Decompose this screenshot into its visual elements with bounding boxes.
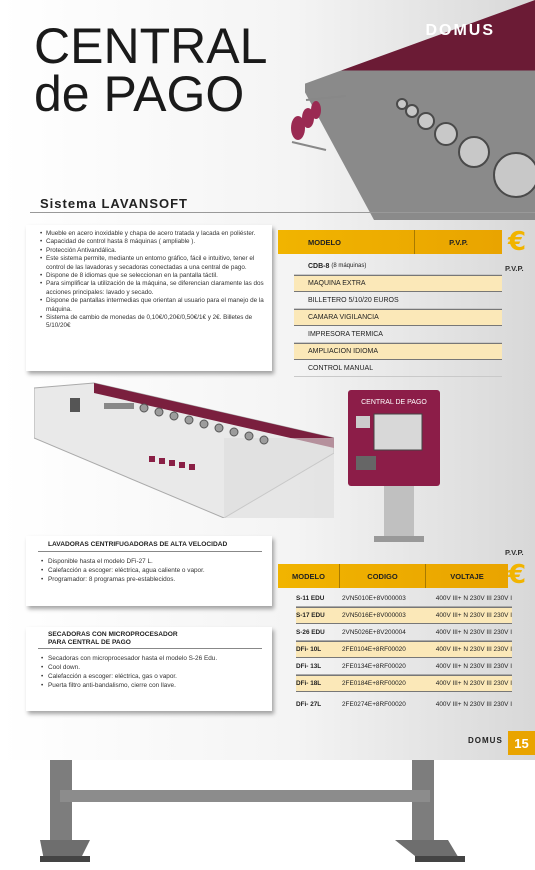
row-model: MAQUINA EXTRA [308,280,366,287]
cell-code: 2VN5016E+8V000003 [342,612,406,619]
table-row [294,343,502,360]
table-row [294,275,502,292]
cell-voltage: 400V III+ N 230V III 230V I [435,628,512,636]
table-row [296,607,512,624]
feature-item: • Capacidad de control hasta 8 máquinas ( ampliable ). [46,238,264,246]
col-header-model: MODELO [278,564,340,588]
washers-list [48,557,262,584]
cell-voltage: 400V III+ N 230V III 230V I [435,594,512,602]
table-row [294,326,502,343]
cell-code: 2VN5026E+8V200004 [342,628,406,636]
row-note: (8 máquinas) [331,263,367,269]
cell-code: 2FE0274E+8RF00020 [342,701,406,708]
table-row [294,360,502,377]
cell-code: 2FE0104E+8RF00020 [342,646,406,653]
cell-code: 2FE0184E+8RF00020 [342,680,406,687]
cell-model: DFi- 10L [296,646,322,653]
list-item: • Puerta filtro anti-bandalismo, cierre con llave. [48,681,262,690]
row-model: CDB-8 [308,262,330,270]
euro-icon-2: € [508,560,527,590]
feature-item: • Para simplificar la utilización de la máquina, se diferencian claramente las dos acciones principales: lavado y secado. [46,280,264,297]
cell-voltage: 400V III+ N 230V III 230V I [435,662,512,670]
cell-model: S-11 EDU [296,594,325,602]
washers-box [26,536,272,606]
features-list [46,230,264,331]
row-model: CONTROL MANUAL [308,364,374,372]
row-model: IMPRESORA TERMICA [308,330,383,338]
laundry-machines-illustration [286,0,535,220]
hero-brand-logo: DOMUS [425,22,495,39]
pvp-label: P.V.P. [505,264,524,273]
col-header-voltage: VOLTAJE [450,571,484,581]
payment-kiosk-image [344,386,444,546]
cell-voltage: 400V III+ N 230V III 230V I [435,646,512,653]
list-item: • Calefacción a escoger: eléctrica, gas o vapor. [48,672,262,681]
machines-table-header [278,564,508,588]
cell-voltage: 400V III+ N 230V III 230V I [435,612,512,619]
cell-voltage: 400V III+ N 230V III 230V I [435,680,512,687]
table-row [296,696,512,713]
feature-item: • Este sistema permite, mediante un entorno gráfico, fácil e intuitivo, tener el control de las lavadoras y secadoras conectadas a una central de pago. [46,255,264,272]
table-row [296,641,512,658]
list-item: • Disponible hasta el modelo DFi-27 L. [48,557,262,566]
cell-model: DFi- 13L [296,662,322,670]
washers-title: LAVADORAS CENTRIFUGADORAS DE ALTA VELOCIDAD [48,541,228,548]
cell-model: S-26 EDU [296,628,325,636]
laundry-room-photo [286,0,535,220]
feature-item: • Dispone de 8 idiomas que se seleccionan en la pantalla táctil. [46,272,264,280]
euro-icon: € [508,227,527,257]
cell-code: 2FE0134E+8RF00020 [342,662,406,670]
table-row [296,658,512,675]
accessories-price-table [278,230,502,254]
dryers-box [26,627,272,711]
page-title [34,18,268,122]
row-model: BILLETERO 5/10/20 EUROS [308,296,399,304]
washers-divider [38,551,262,552]
feature-item: • Mueble en acero inoxidable y chapa de acero tratada y lacada en poliéster. [46,230,264,238]
section-title: Sistema LAVANSOFT [40,196,188,211]
list-item: • Calefacción a escoger: eléctrica, agua caliente o vapor. [48,566,262,575]
feature-item: • Sistema de cambio de monedas de 0,10€/0,20€/0,50€/1€ y 2€. Billetes de 5/10/20€ [46,314,264,331]
footer-brand-logo: DOMUS [468,736,503,745]
dryers-title-line2: PARA CENTRAL DE PAGO [48,638,131,646]
feature-item: • Protección Antivandálica. [46,247,264,255]
list-item: • Programador: 8 programas pre-establecidos. [48,575,262,584]
table-row [294,292,502,309]
feature-item: • Dispone de pantallas intermedias que orientan al usuario para el manejo de la máquina. [46,297,264,314]
section-divider [30,212,535,213]
row-model: CAMARA VIGILANCIA [308,314,379,321]
cell-model: DFi- 27L [296,701,322,708]
price-table-header [278,230,502,254]
pvp-label-2: P.V.P. [505,548,524,557]
laundry-3d-render [34,378,334,518]
machines-price-table [278,564,508,588]
dryers-divider [38,648,262,649]
title-line-1: CENTRAL [34,18,268,74]
table-row [294,258,502,275]
table-row [296,590,512,607]
col-header-pvp: P.V.P. [449,237,468,247]
dryers-title-line1: SECADORAS CON MICROPROCESADOR [48,631,178,638]
features-box [26,225,272,371]
row-model: AMPLIACION IDIOMA [308,348,379,355]
cell-code: 2VN5010E+8V000003 [342,594,406,602]
col-header-model: MODELO [278,230,415,254]
cell-model: S-17 EDU [296,612,325,619]
table-row [296,624,512,641]
metal-stand-image [0,760,535,870]
page-number: 15 [508,731,535,755]
list-item: • Secadoras con microprocesador hasta el modelo S-26 Edu. [48,654,262,663]
col-header-code: CODIGO [340,564,426,588]
kiosk-label: CENTRAL DE PAGO [361,399,427,406]
cell-voltage: 400V III+ N 230V III 230V I [435,701,512,708]
list-item: • Cool down. [48,663,262,672]
cell-model: DFi- 18L [296,680,322,687]
table-row [294,309,502,326]
title-line-2: de PAGO [34,66,245,122]
dryers-list [48,654,262,690]
table-row [296,675,512,692]
